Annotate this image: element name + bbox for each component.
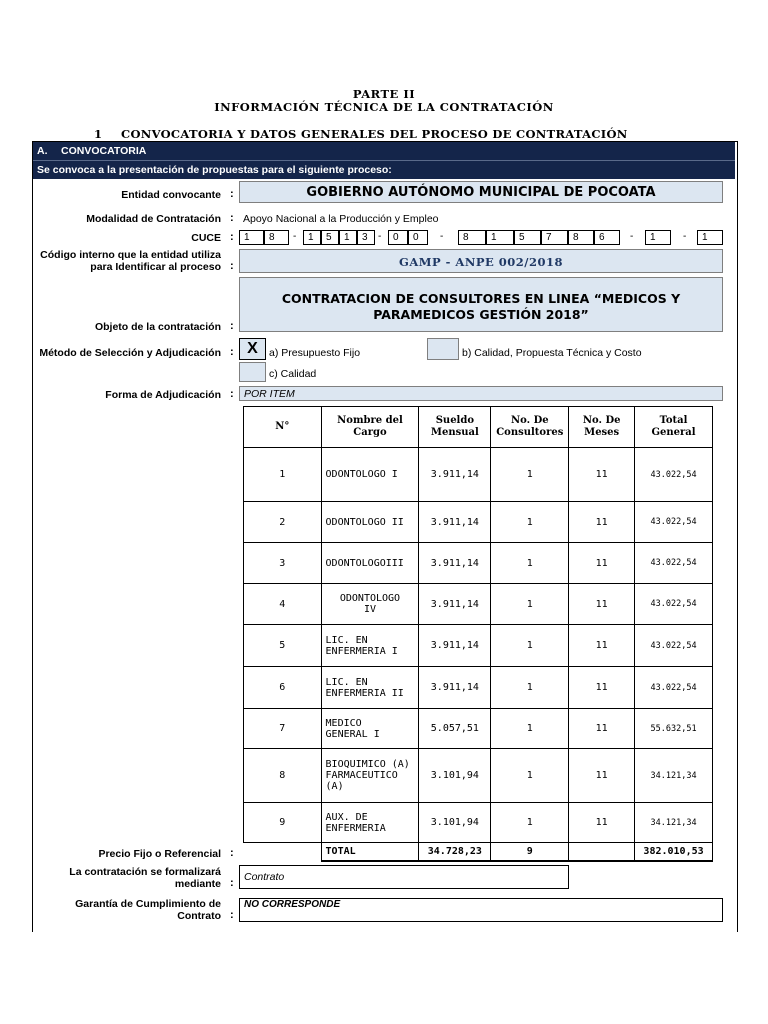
cell-consultores: 1 bbox=[491, 502, 569, 543]
total-sueldo: 34.728,23 bbox=[419, 843, 491, 862]
table-row bbox=[244, 448, 713, 502]
cuce-digit[interactable]: 8 bbox=[264, 230, 289, 245]
cuce-dash: - bbox=[378, 231, 382, 242]
cell-n: 9 bbox=[244, 803, 322, 843]
cell-meses: 11 bbox=[569, 543, 635, 584]
cell-meses: 11 bbox=[569, 625, 635, 667]
formaliza-field[interactable]: Contrato bbox=[239, 865, 569, 889]
cell-consultores: 1 bbox=[491, 543, 569, 584]
cell-sueldo: 3.911,14 bbox=[419, 625, 491, 667]
section-a-title: CONVOCATORIA bbox=[61, 145, 147, 157]
cell-consultores: 1 bbox=[491, 803, 569, 843]
forma-field[interactable]: POR ITEM bbox=[239, 386, 723, 401]
cell-cargo: ODONTOLOGO IV bbox=[321, 584, 419, 625]
cell-cargo: BIOQUIMICO (A) FARMACEUTICO (A) bbox=[321, 749, 419, 803]
formaliza-label-2: mediante bbox=[174, 878, 221, 890]
cell-meses: 11 bbox=[569, 667, 635, 709]
cuce-dash: - bbox=[293, 231, 297, 242]
cell-cargo: AUX. DE ENFERMERIA bbox=[321, 803, 419, 843]
cell-consultores: 1 bbox=[491, 667, 569, 709]
table-row bbox=[244, 502, 713, 543]
cell-sueldo: 3.911,14 bbox=[419, 502, 491, 543]
section-a-bar bbox=[33, 142, 735, 160]
forma-label: Forma de Adjudicación bbox=[105, 389, 221, 401]
cell-consultores: 1 bbox=[491, 625, 569, 667]
cell-cargo: ODONTOLOGO I bbox=[321, 448, 419, 502]
section-a-intro: Se convoca a la presentación de propuestas para el siguiente proceso: bbox=[37, 164, 392, 176]
metodo-option-b: b) Calidad, Propuesta Técnica y Costo bbox=[462, 347, 642, 359]
objeto-line-1: CONTRATACION DE CONSULTORES EN LINEA “MEDICOS Y bbox=[281, 291, 681, 306]
cell-sueldo: 3.911,14 bbox=[419, 448, 491, 502]
cell-cargo: LIC. EN ENFERMERIA I bbox=[321, 625, 419, 667]
cuce-colon: : bbox=[230, 231, 234, 243]
total-consultores: 9 bbox=[491, 843, 569, 862]
cell-n: 2 bbox=[244, 502, 322, 543]
cuce-digit[interactable]: 6 bbox=[594, 230, 620, 245]
table-row bbox=[244, 667, 713, 709]
entidad-colon: : bbox=[230, 188, 234, 200]
cell-empty bbox=[244, 843, 322, 862]
metodo-option-a: a) Presupuesto Fijo bbox=[269, 347, 361, 359]
metodo-colon: : bbox=[230, 346, 234, 358]
table-total-row bbox=[244, 843, 713, 862]
cell-n: 3 bbox=[244, 543, 322, 584]
cell-sueldo: 3.911,14 bbox=[419, 543, 491, 584]
table-row bbox=[244, 584, 713, 625]
codigo-colon: : bbox=[230, 260, 234, 272]
cell-n: 5 bbox=[244, 625, 322, 667]
cell-sueldo: 3.911,14 bbox=[419, 584, 491, 625]
header-sueldo: Sueldo Mensual bbox=[419, 407, 491, 448]
cuce-digit[interactable]: 1 bbox=[303, 230, 321, 245]
total-general: 382.010,53 bbox=[635, 843, 713, 862]
cell-meses: 11 bbox=[569, 803, 635, 843]
cell-cargo: MEDICO GENERAL I bbox=[321, 709, 419, 749]
table-row bbox=[244, 543, 713, 584]
cell-cargo: ODONTOLOGOIII bbox=[321, 543, 419, 584]
cell-total: 43.022,54 bbox=[635, 667, 713, 709]
cuce-digit[interactable]: 3 bbox=[357, 230, 375, 245]
header-n: N° bbox=[244, 407, 322, 448]
cell-meses: 11 bbox=[569, 584, 635, 625]
part-heading: PARTE II bbox=[352, 87, 416, 101]
cuce-digit[interactable]: 1 bbox=[697, 230, 723, 245]
cuce-digit[interactable]: 1 bbox=[339, 230, 357, 245]
items-table bbox=[243, 406, 713, 862]
entidad-label: Entidad convocante bbox=[121, 189, 221, 201]
cell-total: 34.121,34 bbox=[635, 749, 713, 803]
garantia-label-1: Garantía de Cumplimiento de bbox=[75, 898, 221, 910]
cell-n: 1 bbox=[244, 448, 322, 502]
garantia-label-2: Contrato bbox=[177, 910, 221, 922]
objeto-field[interactable] bbox=[239, 277, 723, 332]
header-cargo: Nombre del Cargo bbox=[321, 407, 419, 448]
cuce-digit[interactable]: 7 bbox=[541, 230, 568, 245]
cuce-dash: - bbox=[683, 231, 687, 242]
cuce-dash: - bbox=[630, 231, 634, 242]
cell-n: 6 bbox=[244, 667, 322, 709]
cell-sueldo: 3.101,94 bbox=[419, 803, 491, 843]
objeto-label: Objeto de la contratación bbox=[94, 321, 221, 333]
cell-total: 43.022,54 bbox=[635, 502, 713, 543]
cell-consultores: 1 bbox=[491, 584, 569, 625]
cuce-digit[interactable]: 8 bbox=[458, 230, 486, 245]
garantia-colon: : bbox=[230, 909, 234, 921]
cell-meses: 11 bbox=[569, 749, 635, 803]
cuce-digit[interactable]: 1 bbox=[486, 230, 514, 245]
formaliza-colon: : bbox=[230, 877, 234, 889]
precio-colon: : bbox=[230, 847, 234, 859]
page-title: INFORMACIÓN TÉCNICA DE LA CONTRATACIÓN bbox=[214, 100, 554, 114]
cuce-digit[interactable]: 1 bbox=[645, 230, 671, 245]
cell-sueldo: 3.101,94 bbox=[419, 749, 491, 803]
cell-n: 8 bbox=[244, 749, 322, 803]
modalidad-value: Apoyo Nacional a la Producción y Empleo bbox=[243, 213, 439, 225]
cell-total: 55.632,51 bbox=[635, 709, 713, 749]
metodo-label: Método de Selección y Adjudicación bbox=[39, 347, 221, 359]
total-meses bbox=[569, 843, 635, 862]
cuce-digit[interactable]: 5 bbox=[514, 230, 541, 245]
cell-total: 43.022,54 bbox=[635, 584, 713, 625]
precio-label: Precio Fijo o Referencial bbox=[98, 848, 221, 860]
codigo-field[interactable]: GAMP - ANPE 002/2018 bbox=[239, 249, 723, 273]
cuce-digit[interactable]: 8 bbox=[568, 230, 594, 245]
cell-consultores: 1 bbox=[491, 448, 569, 502]
metodo-checkbox-b[interactable] bbox=[427, 338, 459, 360]
cuce-digit[interactable]: 5 bbox=[321, 230, 339, 245]
cuce-digit[interactable]: 0 bbox=[388, 230, 408, 245]
section-a-intro-bar bbox=[33, 160, 735, 179]
cell-total: 34.121,34 bbox=[635, 803, 713, 843]
table-row bbox=[244, 709, 713, 749]
metodo-checkbox-a[interactable]: X bbox=[239, 338, 266, 360]
metodo-checkbox-c[interactable] bbox=[239, 362, 266, 382]
objeto-line-2: PARAMEDICOS GESTIÓN 2018” bbox=[373, 307, 589, 322]
cell-meses: 11 bbox=[569, 709, 635, 749]
objeto-colon: : bbox=[230, 320, 234, 332]
section-title: CONVOCATORIA Y DATOS GENERALES DEL PROCESO DE CONTRATACIÓN bbox=[121, 127, 628, 141]
cell-consultores: 1 bbox=[491, 749, 569, 803]
entidad-field[interactable]: GOBIERNO AUTÓNOMO MUNICIPAL DE POCOATA bbox=[239, 181, 723, 203]
cell-cargo: LIC. EN ENFERMERIA II bbox=[321, 667, 419, 709]
cell-total: 43.022,54 bbox=[635, 625, 713, 667]
cell-meses: 11 bbox=[569, 448, 635, 502]
section-number: 1 bbox=[94, 127, 103, 141]
cell-cargo: ODONTOLOGO II bbox=[321, 502, 419, 543]
cell-total: 43.022,54 bbox=[635, 448, 713, 502]
cell-n: 4 bbox=[244, 584, 322, 625]
forma-colon: : bbox=[230, 388, 234, 400]
codigo-label-1: Código interno que la entidad utiliza bbox=[40, 249, 221, 261]
garantia-field[interactable]: NO CORRESPONDE bbox=[239, 898, 723, 922]
formaliza-label-1: La contratación se formalizará bbox=[69, 866, 221, 878]
cell-meses: 11 bbox=[569, 502, 635, 543]
modalidad-colon: : bbox=[230, 212, 234, 224]
total-label: TOTAL bbox=[321, 843, 419, 862]
cell-total: 43.022,54 bbox=[635, 543, 713, 584]
cuce-digit[interactable]: 0 bbox=[408, 230, 428, 245]
codigo-label-2: para Identificar al proceso bbox=[90, 261, 221, 273]
table-header bbox=[244, 407, 713, 448]
cuce-digit[interactable]: 1 bbox=[239, 230, 264, 245]
table-row bbox=[244, 625, 713, 667]
header-consultores: No. De Consultores bbox=[491, 407, 569, 448]
cuce-label: CUCE bbox=[191, 232, 221, 244]
section-a-letter: A. bbox=[37, 145, 48, 157]
table-row bbox=[244, 803, 713, 843]
header-total: Total General bbox=[635, 407, 713, 448]
header-meses: No. De Meses bbox=[569, 407, 635, 448]
table-row bbox=[244, 749, 713, 803]
cell-sueldo: 5.057,51 bbox=[419, 709, 491, 749]
cell-sueldo: 3.911,14 bbox=[419, 667, 491, 709]
metodo-option-c: c) Calidad bbox=[269, 368, 317, 380]
cuce-dash: - bbox=[440, 231, 444, 242]
cell-n: 7 bbox=[244, 709, 322, 749]
modalidad-label: Modalidad de Contratación bbox=[86, 213, 221, 225]
cell-consultores: 1 bbox=[491, 709, 569, 749]
